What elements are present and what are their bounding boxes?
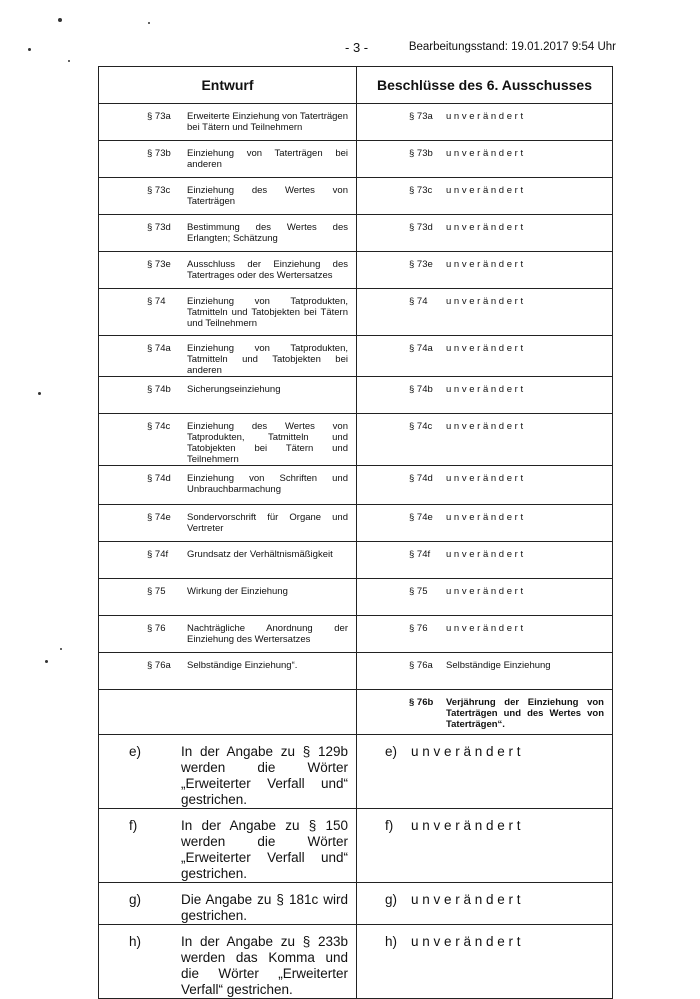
section-title: Einziehung von Schriften und Unbrauchbarmachung (187, 473, 348, 495)
decision-cell (357, 252, 613, 289)
decision-cell (357, 579, 613, 616)
amendment-item (357, 883, 612, 908)
section-entry (357, 616, 612, 634)
amendment-item (99, 735, 356, 808)
table-row (99, 690, 613, 735)
section-entry (99, 653, 356, 671)
section-number: § 76b (409, 697, 434, 708)
section-entry (357, 466, 612, 484)
section-entry (99, 579, 356, 597)
decision-text: u n v e r ä n d e r t (446, 259, 524, 270)
draft-cell (99, 653, 357, 690)
draft-cell (99, 178, 357, 215)
section-entry (357, 690, 612, 730)
item-letter: f) (385, 818, 394, 833)
section-number: § 74a (409, 343, 433, 354)
section-title: Einziehung des Wertes von Taterträgen (187, 185, 348, 207)
decision-cell (357, 215, 613, 252)
amendment-item (357, 735, 612, 760)
item-letter: h) (129, 934, 142, 949)
draft-cell (99, 466, 357, 505)
section-number: § 74e (147, 512, 171, 523)
item-text: In der Angabe zu § 150 werden die Wörter „Erweiterter Verfall und“ gestrichen. (181, 818, 348, 881)
section-entry (357, 542, 612, 560)
section-entry (357, 252, 612, 270)
decision-text: u n v e r ä n d e r t (446, 623, 524, 634)
section-entry (99, 542, 356, 560)
section-entry (357, 141, 612, 159)
decision-text: u n v e r ä n d e r t (411, 818, 521, 833)
section-title: Einziehung von Tatprodukten, Tatmitteln und Tatobjekten bei anderen (187, 343, 348, 376)
table-row (99, 377, 613, 414)
table-row (99, 141, 613, 178)
table-row (99, 505, 613, 542)
table-row (99, 466, 613, 505)
section-number: § 73e (409, 259, 433, 270)
section-entry (99, 104, 356, 133)
section-number: § 76a (147, 660, 171, 671)
section-number: § 74c (147, 421, 171, 432)
section-number: § 74f (409, 549, 431, 560)
section-title: Einziehung des Wertes von Tatprodukten, Tatmitteln und Tatobjekten bei Tätern und Teilnehmern (187, 421, 348, 465)
edit-status: Bearbeitungsstand: 19.01.2017 9:54 Uhr (408, 41, 616, 53)
decision-cell (357, 141, 613, 178)
section-number: § 74b (147, 384, 171, 395)
section-number: § 73c (409, 185, 433, 196)
section-entry (357, 336, 612, 354)
section-entry (99, 377, 356, 395)
draft-cell-empty (99, 690, 357, 735)
item-letter: e) (129, 744, 142, 759)
section-number: § 73b (147, 148, 171, 159)
decision-text: Selbständige Einziehung (446, 660, 551, 671)
section-entry (99, 466, 356, 495)
decision-cell (357, 104, 613, 141)
section-entry (357, 178, 612, 196)
section-entry (357, 104, 612, 122)
table-row (99, 653, 613, 690)
draft-cell (99, 542, 357, 579)
section-number: § 74d (147, 473, 171, 484)
table-row (99, 735, 613, 809)
decision-text: u n v e r ä n d e r t (411, 934, 521, 949)
section-number: § 74f (147, 549, 169, 560)
section-entry (99, 505, 356, 534)
amendment-item (99, 883, 356, 924)
table-row (99, 616, 613, 653)
decision-text: u n v e r ä n d e r t (446, 586, 524, 597)
decision-text: u n v e r ä n d e r t (446, 512, 524, 523)
section-title: Sondervorschrift für Organe und Vertreter (187, 512, 348, 534)
section-title: Erweiterte Einziehung von Taterträgen bei Tätern und Teilnehmern (187, 111, 348, 133)
scan-speck (60, 648, 62, 650)
draft-cell (99, 505, 357, 542)
decision-text: u n v e r ä n d e r t (446, 148, 524, 159)
draft-cell (99, 925, 357, 999)
section-entry (99, 336, 356, 376)
decision-text: u n v e r ä n d e r t (446, 343, 524, 354)
section-title: Grundsatz der Verhältnismäßigkeit (187, 549, 333, 560)
section-title: Nachträgliche Anordnung der Einziehung des Wertersatzes (187, 623, 348, 645)
decision-cell (357, 414, 613, 466)
section-title: Wirkung der Einziehung (187, 586, 288, 597)
section-number: § 76 (409, 623, 428, 634)
amendment-item (99, 925, 356, 998)
item-letter: f) (129, 818, 138, 833)
scan-speck (58, 18, 62, 22)
section-number: § 73a (147, 111, 171, 122)
column-header-draft: Entwurf (99, 67, 357, 104)
section-entry (357, 653, 612, 671)
draft-cell (99, 289, 357, 336)
item-letter: h) (385, 934, 398, 949)
decision-text: u n v e r ä n d e r t (446, 421, 524, 432)
scan-speck (45, 660, 48, 663)
table-row (99, 104, 613, 141)
page-number: - 3 - (345, 40, 369, 55)
section-entry (99, 252, 356, 281)
table-row (99, 252, 613, 289)
section-number: § 76 (147, 623, 166, 634)
section-number: § 73d (147, 222, 171, 233)
item-letter: g) (385, 892, 398, 907)
draft-cell (99, 579, 357, 616)
decision-cell (357, 925, 613, 999)
section-title: Sicherungseinziehung (187, 384, 281, 395)
section-title: Bestimmung des Wertes des Erlangten; Schätzung (187, 222, 348, 244)
section-number: § 74e (409, 512, 433, 523)
draft-cell (99, 215, 357, 252)
section-title: Ausschluss der Einziehung des Tatertrages oder des Wertersatzes (187, 259, 348, 281)
decision-text: u n v e r ä n d e r t (446, 384, 524, 395)
item-text: In der Angabe zu § 129b werden die Wörter „Erweiterter Verfall und“ gestrichen. (181, 744, 348, 807)
section-entry (357, 505, 612, 523)
section-entry (99, 616, 356, 645)
decision-cell (357, 809, 613, 883)
decision-text: u n v e r ä n d e r t (446, 296, 524, 307)
section-entry (357, 579, 612, 597)
section-title: Einziehung von Taterträgen bei anderen (187, 148, 348, 170)
section-entry (99, 215, 356, 244)
draft-cell (99, 252, 357, 289)
section-title: Selbständige Einziehung“. (187, 660, 298, 671)
section-title: Einziehung von Tatprodukten, Tatmitteln und Tatobjekten bei Tätern und Teilnehmern (187, 296, 348, 329)
table-row (99, 336, 613, 377)
draft-cell (99, 809, 357, 883)
section-entry (99, 289, 356, 329)
table-row (99, 809, 613, 883)
item-text: Die Angabe zu § 181c wird gestrichen. (181, 892, 348, 923)
table-row (99, 289, 613, 336)
decision-cell (357, 542, 613, 579)
decision-cell (357, 466, 613, 505)
section-number: § 73e (147, 259, 171, 270)
decision-cell (357, 653, 613, 690)
amendment-item (357, 809, 612, 834)
table-row (99, 579, 613, 616)
section-number: § 73a (409, 111, 433, 122)
amendment-item (99, 809, 356, 882)
table-row (99, 925, 613, 999)
item-letter: g) (129, 892, 142, 907)
section-number: § 74d (409, 473, 433, 484)
decision-cell (357, 616, 613, 653)
section-entry (357, 289, 612, 307)
page-header (0, 40, 700, 56)
section-entry (99, 414, 356, 465)
table-row (99, 215, 613, 252)
scan-speck (68, 60, 70, 62)
table-row (99, 542, 613, 579)
item-text: In der Angabe zu § 233b werden das Komma und die Wörter „Erweiterter Verfall“ gestrichen. (181, 934, 348, 997)
decision-cell (357, 505, 613, 542)
draft-cell (99, 735, 357, 809)
section-entry (99, 141, 356, 170)
section-entry (99, 178, 356, 207)
section-number: § 73d (409, 222, 433, 233)
decision-text: u n v e r ä n d e r t (411, 744, 521, 759)
table-row (99, 883, 613, 925)
decision-text: u n v e r ä n d e r t (446, 111, 524, 122)
item-letter: e) (385, 744, 398, 759)
draft-cell (99, 616, 357, 653)
decision-cell (357, 178, 613, 215)
column-header-decisions: Beschlüsse des 6. Ausschusses (357, 67, 613, 104)
table-row (99, 414, 613, 466)
section-number: § 73b (409, 148, 433, 159)
decision-cell (357, 690, 613, 735)
draft-cell (99, 104, 357, 141)
table-row (99, 178, 613, 215)
section-number: § 75 (147, 586, 166, 597)
section-entry (357, 377, 612, 395)
decision-cell (357, 336, 613, 377)
section-number: § 74c (409, 421, 433, 432)
decision-text: u n v e r ä n d e r t (446, 473, 524, 484)
section-entry (357, 215, 612, 233)
draft-cell (99, 141, 357, 178)
decision-cell (357, 735, 613, 809)
decision-text: u n v e r ä n d e r t (411, 892, 521, 907)
draft-cell (99, 883, 357, 925)
scan-speck (148, 22, 150, 24)
section-entry (357, 414, 612, 432)
section-number: § 76a (409, 660, 433, 671)
section-number: § 74 (409, 296, 428, 307)
decision-cell (357, 883, 613, 925)
section-number: § 74a (147, 343, 171, 354)
scan-speck (38, 392, 41, 395)
section-number: § 74 (147, 296, 166, 307)
decision-text: Verjährung der Einziehung von Taterträgen und des Wertes von Taterträgen“. (446, 697, 604, 730)
decision-text: u n v e r ä n d e r t (446, 549, 524, 560)
draft-cell (99, 336, 357, 377)
comparison-table (98, 66, 613, 999)
draft-cell (99, 414, 357, 466)
decision-text: u n v e r ä n d e r t (446, 185, 524, 196)
decision-cell (357, 377, 613, 414)
section-number: § 73c (147, 185, 171, 196)
section-number: § 75 (409, 586, 428, 597)
decision-cell (357, 289, 613, 336)
section-number: § 74b (409, 384, 433, 395)
decision-text: u n v e r ä n d e r t (446, 222, 524, 233)
draft-cell (99, 377, 357, 414)
amendment-item (357, 925, 612, 950)
